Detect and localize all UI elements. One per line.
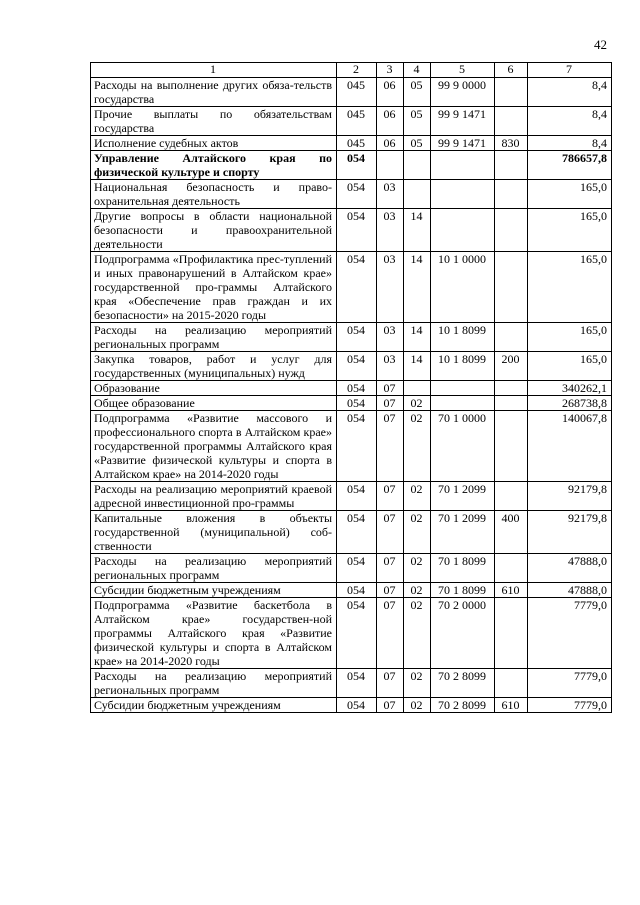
amount-cell: 8,4 <box>528 78 612 107</box>
section-code-cell: 03 <box>377 252 404 323</box>
admin-code-cell: 054 <box>337 669 377 698</box>
amount-cell: 786657,8 <box>528 151 612 180</box>
section-code-cell: 07 <box>377 554 404 583</box>
table-row <box>91 107 612 136</box>
subsection-code-cell: 02 <box>404 598 431 669</box>
subsection-code-cell: 14 <box>404 209 431 252</box>
admin-code-cell: 054 <box>337 554 377 583</box>
row-name-cell: Подпрограмма «Профилактика прес-туплений и иных правонарушений в Алтайском крае» государственной про-граммы Алтайского края «Обеспечение прав граждан и их безопасности» на 2015-2020 годы <box>91 252 337 323</box>
amount-cell: 165,0 <box>528 252 612 323</box>
amount-cell: 7779,0 <box>528 698 612 713</box>
admin-code-cell: 045 <box>337 107 377 136</box>
expense-type-cell <box>495 411 528 482</box>
table-row <box>91 352 612 381</box>
row-name-cell: Закупка товаров, работ и услуг для государственных (муниципальных) нужд <box>91 352 337 381</box>
admin-code-cell: 054 <box>337 482 377 511</box>
row-name-cell: Управление Алтайского края по физической культуре и спорту <box>91 151 337 180</box>
amount-cell: 8,4 <box>528 107 612 136</box>
table-row <box>91 323 612 352</box>
admin-code-cell: 054 <box>337 180 377 209</box>
subsection-code-cell: 02 <box>404 583 431 598</box>
section-code-cell <box>377 151 404 180</box>
admin-code-cell: 054 <box>337 396 377 411</box>
amount-cell: 165,0 <box>528 323 612 352</box>
table-row <box>91 583 612 598</box>
section-code-cell: 07 <box>377 511 404 554</box>
table-row <box>91 209 612 252</box>
expense-type-cell <box>495 180 528 209</box>
amount-cell: 165,0 <box>528 180 612 209</box>
admin-code-cell: 054 <box>337 151 377 180</box>
subsection-code-cell: 14 <box>404 352 431 381</box>
table-row <box>91 252 612 323</box>
row-name-cell: Субсидии бюджетным учреждениям <box>91 583 337 598</box>
section-code-cell: 07 <box>377 396 404 411</box>
expense-type-cell <box>495 209 528 252</box>
expense-type-cell: 830 <box>495 136 528 151</box>
section-code-cell: 07 <box>377 381 404 396</box>
table-row <box>91 151 612 180</box>
expense-type-cell <box>495 381 528 396</box>
target-article-cell: 70 1 8099 <box>431 583 495 598</box>
admin-code-cell: 054 <box>337 381 377 396</box>
row-name-cell: Национальная безопасность и право-охранительная деятельность <box>91 180 337 209</box>
table-row <box>91 554 612 583</box>
amount-cell: 165,0 <box>528 209 612 252</box>
amount-cell: 140067,8 <box>528 411 612 482</box>
subsection-code-cell <box>404 180 431 209</box>
amount-cell: 8,4 <box>528 136 612 151</box>
row-name-cell: Расходы на реализацию мероприятий региональных программ <box>91 554 337 583</box>
page-number: 42 <box>594 37 607 52</box>
amount-cell: 47888,0 <box>528 583 612 598</box>
expense-type-cell <box>495 151 528 180</box>
subsection-code-cell <box>404 151 431 180</box>
column-header: 3 <box>377 63 404 78</box>
target-article-cell: 70 2 8099 <box>431 698 495 713</box>
expense-type-cell: 200 <box>495 352 528 381</box>
subsection-code-cell: 02 <box>404 511 431 554</box>
row-name-cell: Расходы на реализацию мероприятий краевой адресной инвестиционной про-граммы <box>91 482 337 511</box>
section-code-cell: 07 <box>377 411 404 482</box>
budget-table <box>90 62 612 713</box>
table-row <box>91 396 612 411</box>
column-header: 1 <box>91 63 337 78</box>
target-article-cell <box>431 381 495 396</box>
table-row <box>91 511 612 554</box>
expense-type-cell <box>495 554 528 583</box>
target-article-cell: 99 9 0000 <box>431 78 495 107</box>
admin-code-cell: 054 <box>337 323 377 352</box>
target-article-cell: 70 2 8099 <box>431 669 495 698</box>
table-row <box>91 180 612 209</box>
section-code-cell: 07 <box>377 598 404 669</box>
admin-code-cell: 045 <box>337 136 377 151</box>
column-header: 4 <box>404 63 431 78</box>
admin-code-cell: 054 <box>337 252 377 323</box>
target-article-cell: 70 1 2099 <box>431 482 495 511</box>
target-article-cell <box>431 396 495 411</box>
subsection-code-cell: 02 <box>404 396 431 411</box>
table-row <box>91 698 612 713</box>
target-article-cell: 10 1 0000 <box>431 252 495 323</box>
subsection-code-cell: 02 <box>404 669 431 698</box>
expense-type-cell <box>495 78 528 107</box>
row-name-cell: Другие вопросы в области национальной безопасности и правоохранительной деятельности <box>91 209 337 252</box>
column-header: 2 <box>337 63 377 78</box>
expense-type-cell <box>495 669 528 698</box>
section-code-cell: 03 <box>377 209 404 252</box>
section-code-cell: 07 <box>377 669 404 698</box>
target-article-cell: 99 9 1471 <box>431 107 495 136</box>
row-name-cell: Общее образование <box>91 396 337 411</box>
target-article-cell: 70 2 0000 <box>431 598 495 669</box>
row-name-cell: Подпрограмма «Развитие баскетбола в Алтайском крае» государствен-ной программы Алтайского края «Развитие физической культуры и спорта в Алтайском крае» на 2014-2020 годы <box>91 598 337 669</box>
row-name-cell: Расходы на реализацию мероприятий региональных программ <box>91 669 337 698</box>
amount-cell: 47888,0 <box>528 554 612 583</box>
expense-type-cell <box>495 482 528 511</box>
expense-type-cell: 610 <box>495 698 528 713</box>
expense-type-cell <box>495 107 528 136</box>
column-header: 5 <box>431 63 495 78</box>
target-article-cell: 70 1 0000 <box>431 411 495 482</box>
admin-code-cell: 054 <box>337 698 377 713</box>
amount-cell: 92179,8 <box>528 482 612 511</box>
target-article-cell <box>431 209 495 252</box>
target-article-cell <box>431 180 495 209</box>
amount-cell: 92179,8 <box>528 511 612 554</box>
subsection-code-cell: 05 <box>404 107 431 136</box>
subsection-code-cell: 02 <box>404 554 431 583</box>
row-name-cell: Прочие выплаты по обязательствам государства <box>91 107 337 136</box>
section-code-cell: 06 <box>377 136 404 151</box>
amount-cell: 340262,1 <box>528 381 612 396</box>
target-article-cell <box>431 151 495 180</box>
subsection-code-cell: 05 <box>404 136 431 151</box>
expense-type-cell <box>495 598 528 669</box>
row-name-cell: Расходы на реализацию мероприятий региональных программ <box>91 323 337 352</box>
admin-code-cell: 054 <box>337 598 377 669</box>
admin-code-cell: 054 <box>337 511 377 554</box>
target-article-cell: 70 1 8099 <box>431 554 495 583</box>
row-name-cell: Подпрограмма «Развитие массового и профессионального спорта в Алтайском крае» государственной программы Алтайского края «Развитие физической культуры и спорта в Алтайском крае» на 2014-2020 годы <box>91 411 337 482</box>
row-name-cell: Исполнение судебных актов <box>91 136 337 151</box>
section-code-cell: 03 <box>377 323 404 352</box>
subsection-code-cell: 02 <box>404 411 431 482</box>
section-code-cell: 06 <box>377 78 404 107</box>
admin-code-cell: 045 <box>337 78 377 107</box>
section-code-cell: 03 <box>377 180 404 209</box>
amount-cell: 268738,8 <box>528 396 612 411</box>
subsection-code-cell: 05 <box>404 78 431 107</box>
admin-code-cell: 054 <box>337 583 377 598</box>
row-name-cell: Расходы на выполнение других обяза-тельств государства <box>91 78 337 107</box>
table-row <box>91 78 612 107</box>
table-row <box>91 411 612 482</box>
admin-code-cell: 054 <box>337 209 377 252</box>
section-code-cell: 07 <box>377 482 404 511</box>
amount-cell: 7779,0 <box>528 598 612 669</box>
target-article-cell: 10 1 8099 <box>431 352 495 381</box>
expense-type-cell <box>495 396 528 411</box>
subsection-code-cell: 02 <box>404 698 431 713</box>
table-row <box>91 381 612 396</box>
table-row <box>91 136 612 151</box>
row-name-cell: Субсидии бюджетным учреждениям <box>91 698 337 713</box>
expense-type-cell <box>495 252 528 323</box>
column-header: 6 <box>495 63 528 78</box>
section-code-cell: 07 <box>377 698 404 713</box>
table-row <box>91 482 612 511</box>
subsection-code-cell <box>404 381 431 396</box>
table-row <box>91 598 612 669</box>
target-article-cell: 99 9 1471 <box>431 136 495 151</box>
target-article-cell: 10 1 8099 <box>431 323 495 352</box>
subsection-code-cell: 14 <box>404 252 431 323</box>
amount-cell: 165,0 <box>528 352 612 381</box>
column-header: 7 <box>528 63 612 78</box>
subsection-code-cell: 14 <box>404 323 431 352</box>
expense-type-cell: 400 <box>495 511 528 554</box>
amount-cell: 7779,0 <box>528 669 612 698</box>
row-name-cell: Капитальные вложения в объекты государственной (муниципальной) соб-ственности <box>91 511 337 554</box>
target-article-cell: 70 1 2099 <box>431 511 495 554</box>
expense-type-cell <box>495 323 528 352</box>
table-header-row <box>91 63 612 78</box>
expense-type-cell: 610 <box>495 583 528 598</box>
section-code-cell: 07 <box>377 583 404 598</box>
admin-code-cell: 054 <box>337 411 377 482</box>
row-name-cell: Образование <box>91 381 337 396</box>
subsection-code-cell: 02 <box>404 482 431 511</box>
section-code-cell: 06 <box>377 107 404 136</box>
table-row <box>91 669 612 698</box>
admin-code-cell: 054 <box>337 352 377 381</box>
section-code-cell: 03 <box>377 352 404 381</box>
